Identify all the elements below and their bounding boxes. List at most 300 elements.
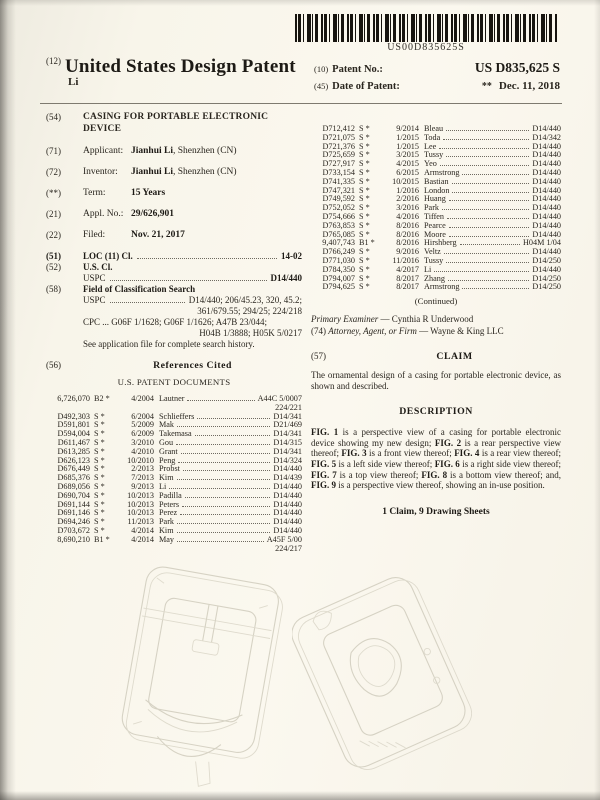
ref-classification: D14/440 bbox=[532, 167, 561, 177]
field-code: (71) bbox=[46, 146, 61, 156]
attorney-label: Attorney, Agent, or Firm bbox=[328, 325, 417, 336]
patent-number-row bbox=[314, 60, 560, 76]
ref-patent-number: D712,412 bbox=[322, 124, 355, 133]
ref-inventor-name: Armstrong bbox=[424, 282, 460, 292]
ref-date: 2/2013 bbox=[131, 464, 154, 474]
bibliographic-label: Inventor: bbox=[83, 167, 118, 177]
ref-date: 3/2016 bbox=[396, 203, 419, 213]
ref-date: 8/2017 bbox=[396, 273, 419, 283]
ref-inventor-name: Probst bbox=[159, 464, 180, 474]
ref-classification: D14/440 bbox=[532, 211, 561, 221]
ref-kind-code: S * bbox=[94, 411, 105, 421]
ref-classification: D14/440 bbox=[532, 176, 561, 186]
ref-kind-code: S * bbox=[94, 464, 105, 474]
ref-kind-code: S * bbox=[359, 124, 370, 133]
ref-inventor-name: Peters bbox=[159, 499, 180, 509]
ref-patent-number: D594,004 bbox=[57, 429, 90, 439]
ref-kind-code: S * bbox=[94, 517, 105, 527]
ref-classification: D14/440 bbox=[532, 247, 561, 257]
ref-patent-number: D691,144 bbox=[57, 499, 90, 509]
ref-date: 4/2004 bbox=[131, 394, 154, 403]
field-code-45: (45) bbox=[314, 81, 329, 91]
ref-patent-number: D613,285 bbox=[57, 446, 90, 456]
ref-inventor-name: Tiffen bbox=[424, 211, 445, 221]
ref-patent-number: D747,321 bbox=[322, 185, 355, 195]
bibliographic-row bbox=[46, 167, 302, 177]
ref-patent-number: D721,075 bbox=[322, 132, 355, 142]
dot-leader bbox=[434, 271, 529, 272]
ref-patent-number: D611,467 bbox=[57, 437, 90, 447]
bibliographic-rows bbox=[46, 146, 302, 240]
header-divider-rule bbox=[40, 103, 562, 104]
ref-classification: D14/324 bbox=[273, 455, 302, 465]
ref-inventor-name: Tussy bbox=[424, 255, 444, 265]
ref-patent-number: D689,056 bbox=[57, 481, 90, 491]
ref-inventor-name: May bbox=[159, 534, 175, 544]
ref-classification: D14/439 bbox=[273, 473, 302, 483]
ref-date: 6/2004 bbox=[131, 411, 154, 421]
ref-date: 9/2016 bbox=[396, 247, 419, 257]
field-uspc-classes-2: 361/679.55; 294/25; 224/218 bbox=[197, 306, 302, 316]
ref-kind-code: S * bbox=[359, 132, 370, 142]
dot-leader bbox=[177, 426, 270, 427]
ref-classification-continued: 224/221 bbox=[275, 402, 302, 412]
ref-date: 10/2013 bbox=[127, 508, 154, 518]
claims-sheets-note: 1 Claim, 9 Drawing Sheets bbox=[382, 506, 490, 517]
invention-title: CASING FOR PORTABLE ELECTRONIC DEVICE bbox=[83, 112, 269, 134]
attorney-row bbox=[311, 326, 561, 338]
ref-kind-code: B1 * bbox=[94, 534, 110, 544]
term-asterisks: ** bbox=[481, 81, 492, 92]
column-left bbox=[46, 112, 302, 553]
ref-kind-code: S * bbox=[94, 420, 105, 430]
ref-classification: D14/440 bbox=[273, 464, 302, 474]
ref-inventor-name: Zhang bbox=[424, 273, 445, 283]
ref-inventor-name: Padilla bbox=[159, 490, 182, 500]
loc-class-label: LOC (11) Cl. bbox=[83, 251, 133, 261]
dot-leader bbox=[169, 488, 270, 489]
dot-leader bbox=[440, 165, 530, 166]
ref-classification: D14/440 bbox=[273, 499, 302, 509]
reference-row bbox=[46, 536, 302, 545]
dot-leader bbox=[452, 192, 529, 193]
uspc-value: D14/440 bbox=[270, 273, 302, 283]
ref-patent-number: D691,146 bbox=[57, 508, 90, 518]
ref-classification: D14/250 bbox=[532, 255, 561, 265]
dot-leader bbox=[460, 244, 520, 245]
patent-date: Dec. 11, 2018 bbox=[498, 80, 560, 92]
primary-examiner-value: — Cynthia R Underwood bbox=[380, 314, 474, 325]
figure-description-line: FIG. 6 is a right side view thereof; bbox=[434, 458, 561, 469]
ref-classification-continued: 224/217 bbox=[275, 543, 302, 553]
us-class-label: U.S. Cl. bbox=[83, 262, 113, 272]
ref-classification: D14/440 bbox=[273, 517, 302, 527]
ref-kind-code: S * bbox=[94, 508, 105, 518]
dot-leader bbox=[110, 280, 267, 281]
ref-date: 3/2010 bbox=[131, 437, 154, 447]
field-code: (**) bbox=[46, 188, 61, 198]
dot-leader bbox=[177, 541, 264, 542]
ref-classification: D14/250 bbox=[532, 273, 561, 283]
kind-code-12: (12) bbox=[46, 56, 61, 66]
field-cpc-classes-2: H04B 1/3888; H05K 5/0217 bbox=[199, 328, 302, 338]
ref-date: 1/2016 bbox=[396, 185, 419, 195]
ref-date: 4/2014 bbox=[131, 534, 154, 544]
us-class-row bbox=[46, 262, 302, 273]
dot-leader bbox=[443, 139, 529, 140]
ref-date: 10/2010 bbox=[127, 455, 154, 465]
dot-leader bbox=[452, 183, 530, 184]
reference-row bbox=[46, 395, 302, 404]
barcode-block bbox=[295, 14, 557, 53]
ref-patent-number: D727,917 bbox=[322, 159, 355, 169]
page-title: United States Design Patent bbox=[65, 56, 296, 77]
figure-description-line: FIG. 7 is a top view thereof; bbox=[311, 469, 419, 480]
field-cpc-classes-1: CPC ... G06F 1/1628; G06F 1/1626; A47B 23/044; bbox=[83, 317, 268, 327]
ref-classification: D14/440 bbox=[273, 508, 302, 518]
ref-inventor-name: Li bbox=[159, 481, 167, 491]
date-of-patent-label: Date of Patent: bbox=[332, 81, 400, 92]
patent-no-value: US D835,625 S bbox=[474, 60, 560, 75]
dot-leader bbox=[197, 418, 270, 419]
bibliographic-value: Jianhui Li, Shenzhen (CN) bbox=[131, 146, 237, 156]
ref-kind-code: S * bbox=[94, 473, 105, 483]
ref-kind-code: S * bbox=[359, 211, 370, 221]
field-code-10: (10) bbox=[314, 64, 329, 74]
ref-patent-number: D784,350 bbox=[322, 264, 355, 274]
ref-kind-code: S * bbox=[94, 490, 105, 500]
figure-description-line: FIG. 1 is a perspective view of a casing for portable electronic device showing my new design; bbox=[311, 427, 561, 448]
ref-kind-code: S * bbox=[359, 159, 370, 169]
ref-date: 7/2013 bbox=[131, 473, 154, 483]
dot-leader bbox=[182, 506, 270, 507]
dot-leader bbox=[446, 156, 529, 157]
ref-date: 2/2016 bbox=[396, 194, 419, 204]
ref-patent-number: D754,666 bbox=[322, 211, 355, 221]
ref-classification: D14/341 bbox=[273, 411, 302, 421]
field-code: (22) bbox=[46, 230, 61, 240]
ref-kind-code: S * bbox=[94, 499, 105, 509]
reference-row bbox=[311, 283, 561, 292]
ref-patent-number: D766,249 bbox=[322, 247, 355, 257]
dot-leader bbox=[446, 130, 529, 131]
ref-patent-number: 8,690,210 bbox=[57, 534, 90, 544]
bibliographic-label: Filed: bbox=[83, 230, 106, 240]
ref-patent-number: D794,625 bbox=[322, 282, 355, 292]
dot-leader bbox=[442, 209, 529, 210]
figure-description-line: FIG. 8 is a bottom view thereof; and, bbox=[421, 469, 561, 480]
header-number-block bbox=[314, 56, 560, 96]
ref-patent-number: D763,853 bbox=[322, 220, 355, 230]
barcode-text: US00D835625S bbox=[387, 42, 465, 53]
field-code-57: (57) bbox=[311, 351, 326, 362]
ref-kind-code: S * bbox=[359, 150, 370, 160]
dot-leader bbox=[449, 200, 530, 201]
uspc-label: USPC bbox=[83, 273, 106, 283]
ref-inventor-name: Gou bbox=[159, 437, 174, 447]
bibliographic-value: 29/626,901 bbox=[131, 209, 175, 219]
bibliographic-row bbox=[46, 209, 302, 219]
references-cited-heading: References Cited bbox=[153, 360, 232, 371]
ref-patent-number: D694,246 bbox=[57, 517, 90, 527]
field-code-74: (74) bbox=[311, 325, 326, 336]
ref-classification: D14/440 bbox=[532, 220, 561, 230]
ref-inventor-name: Toda bbox=[424, 132, 441, 142]
field-code: (21) bbox=[46, 209, 61, 219]
ref-date: 8/2016 bbox=[396, 229, 419, 239]
ref-classification: D14/342 bbox=[532, 132, 561, 142]
dot-leader bbox=[185, 497, 271, 498]
figure-drawing-left bbox=[112, 548, 307, 798]
figure-description-line: FIG. 5 is a left side view thereof; bbox=[311, 458, 433, 469]
ref-classification: D14/440 bbox=[532, 203, 561, 213]
ref-date: 4/2014 bbox=[131, 525, 154, 535]
ref-classification: D14/440 bbox=[532, 264, 561, 274]
ref-date: 11/2013 bbox=[127, 517, 154, 527]
ref-classification: D14/440 bbox=[532, 141, 561, 151]
dot-leader bbox=[177, 523, 270, 524]
ref-kind-code: S * bbox=[359, 176, 370, 186]
date-of-patent-value bbox=[482, 80, 560, 92]
ref-classification: D14/440 bbox=[532, 124, 561, 133]
figure-description-line: FIG. 9 is a perspective view thereof, showing an in-use position. bbox=[311, 480, 545, 491]
ref-date: 11/2016 bbox=[392, 255, 419, 265]
loc-class-value: 14-02 bbox=[281, 251, 302, 261]
ref-date: 1/2015 bbox=[396, 132, 419, 142]
ref-inventor-name: Mak bbox=[159, 420, 175, 430]
ref-classification: D14/440 bbox=[273, 481, 302, 491]
ref-patent-number: 6,726,070 bbox=[57, 394, 90, 403]
ref-patent-number: D626,123 bbox=[57, 455, 90, 465]
ref-kind-code: S * bbox=[94, 481, 105, 491]
ref-inventor-name: Kim bbox=[159, 473, 174, 483]
ref-patent-number: D685,376 bbox=[57, 473, 90, 483]
ref-classification: D14/440 bbox=[532, 194, 561, 204]
ref-patent-number: D690,704 bbox=[57, 490, 90, 500]
page-edge-shadow-top bbox=[0, 0, 600, 6]
ref-classification: D14/250 bbox=[532, 282, 561, 292]
bibliographic-label: Appl. No.: bbox=[83, 209, 124, 219]
ref-date: 8/2017 bbox=[396, 282, 419, 292]
page-edge-shadow-right bbox=[594, 0, 600, 800]
ref-patent-number: D733,154 bbox=[322, 167, 355, 177]
ref-inventor-name: Takemasa bbox=[159, 429, 192, 439]
field-code: (72) bbox=[46, 167, 61, 177]
ref-date: 8/2016 bbox=[396, 238, 419, 248]
ref-kind-code: B1 * bbox=[359, 238, 375, 248]
ref-classification: H04M 1/04 bbox=[523, 238, 561, 248]
references-table-left bbox=[46, 395, 302, 553]
ref-inventor-name: Pearce bbox=[424, 220, 446, 230]
ref-classification: D14/440 bbox=[532, 159, 561, 169]
bibliographic-value: Jianhui Li, Shenzhen (CN) bbox=[131, 167, 237, 177]
ref-patent-number: D794,007 bbox=[322, 273, 355, 283]
dot-leader bbox=[448, 280, 529, 281]
bibliographic-value: Nov. 21, 2017 bbox=[131, 230, 185, 240]
ref-inventor-name: Yeo bbox=[424, 159, 437, 169]
classification-block bbox=[46, 251, 302, 350]
ref-inventor-name: Grant bbox=[159, 446, 178, 456]
column-right bbox=[311, 112, 561, 517]
ref-inventor-name: Kim bbox=[159, 525, 174, 535]
ref-patent-number: D771,030 bbox=[322, 255, 355, 265]
figure-descriptions bbox=[311, 427, 561, 491]
bibliographic-row bbox=[46, 230, 302, 240]
ref-date: 6/2009 bbox=[131, 429, 154, 439]
dot-leader bbox=[449, 227, 530, 228]
ref-classification: D21/469 bbox=[273, 420, 302, 430]
figure-description-line: FIG. 2 is a rear perspective view thereof; bbox=[311, 437, 561, 459]
ref-date: 8/2016 bbox=[396, 220, 419, 230]
ref-patent-number: D721,376 bbox=[322, 141, 355, 151]
references-cited-heading-row bbox=[46, 360, 302, 371]
dot-leader bbox=[195, 435, 271, 436]
claim-text: The ornamental design of a casing for portable electronic device, as shown and described. bbox=[311, 370, 561, 392]
ref-kind-code: S * bbox=[94, 446, 105, 456]
section-54-title bbox=[46, 112, 302, 135]
ref-inventor-name: Li bbox=[424, 264, 432, 274]
ref-kind-code: S * bbox=[94, 455, 105, 465]
ref-patent-number: D725,659 bbox=[322, 150, 355, 160]
dot-leader bbox=[439, 148, 529, 149]
field-code-56: (56) bbox=[46, 360, 61, 370]
ref-inventor-name: Hirshberg bbox=[424, 238, 457, 248]
ref-kind-code: B2 * bbox=[94, 394, 110, 403]
ref-date: 6/2015 bbox=[396, 167, 419, 177]
field-of-search-row bbox=[46, 284, 302, 295]
dot-leader bbox=[449, 236, 530, 237]
dot-leader bbox=[447, 218, 529, 219]
page-edge-shadow-left bbox=[0, 0, 16, 800]
ref-inventor-name: Perez bbox=[159, 508, 178, 518]
ref-classification: A44C 5/0007 bbox=[257, 394, 302, 403]
ref-classification: D14/440 bbox=[273, 490, 302, 500]
ref-kind-code: S * bbox=[359, 203, 370, 213]
ref-kind-code: S * bbox=[94, 525, 105, 535]
ref-date: 5/2009 bbox=[131, 420, 154, 430]
ref-kind-code: S * bbox=[359, 220, 370, 230]
inventor-surname: Li bbox=[68, 76, 79, 88]
bibliographic-row bbox=[46, 188, 302, 198]
ref-date: 4/2010 bbox=[131, 446, 154, 456]
ref-classification: D14/341 bbox=[273, 429, 302, 439]
ref-inventor-name: Park bbox=[424, 203, 440, 213]
ref-kind-code: S * bbox=[359, 194, 370, 204]
claim-heading-row bbox=[311, 351, 561, 362]
dot-leader bbox=[180, 514, 270, 515]
examiner-attorney-block bbox=[311, 314, 561, 337]
references-continued-note: (Continued) bbox=[414, 296, 458, 307]
ref-inventor-name: Moore bbox=[424, 229, 446, 239]
ref-patent-number: D676,449 bbox=[57, 464, 90, 474]
ref-classification: D14/341 bbox=[273, 446, 302, 456]
page-edge-shadow-bottom bbox=[0, 791, 600, 800]
ref-inventor-name: Veltz bbox=[424, 247, 441, 257]
ref-date: 4/2015 bbox=[396, 159, 419, 169]
field-code-52: (52) bbox=[46, 262, 61, 272]
uspc-row bbox=[46, 273, 302, 284]
dot-leader bbox=[462, 174, 529, 175]
ref-classification: D14/440 bbox=[532, 185, 561, 195]
dot-leader bbox=[137, 258, 277, 259]
ref-date: 9/2014 bbox=[396, 124, 419, 133]
ref-patent-number: D703,672 bbox=[57, 525, 90, 535]
bibliographic-label: Term: bbox=[83, 188, 106, 198]
us-patent-documents-heading: U.S. PATENT DOCUMENTS bbox=[117, 377, 231, 387]
field-uspc-classes-1: D14/440; 206/45.23, 320, 45.2; bbox=[188, 295, 302, 305]
dot-leader bbox=[187, 400, 254, 401]
ref-date: 9/2013 bbox=[131, 481, 154, 491]
patent-no-label: Patent No.: bbox=[332, 64, 383, 75]
dot-leader bbox=[446, 262, 529, 263]
search-history-note: See application file for complete search history. bbox=[83, 339, 255, 349]
ref-kind-code: S * bbox=[359, 141, 370, 151]
patent-header bbox=[46, 56, 560, 96]
ref-inventor-name: Schlieffers bbox=[159, 411, 195, 421]
ref-kind-code: S * bbox=[359, 264, 370, 274]
ref-classification: D14/440 bbox=[532, 150, 561, 160]
patent-date-row bbox=[314, 80, 560, 92]
ref-kind-code: S * bbox=[94, 429, 105, 439]
ref-kind-code: S * bbox=[359, 167, 370, 177]
bibliographic-value: 15 Years bbox=[131, 188, 166, 198]
ref-inventor-name: Tussy bbox=[424, 150, 444, 160]
ref-kind-code: S * bbox=[359, 247, 370, 257]
dot-leader bbox=[178, 462, 270, 463]
loc-class-row bbox=[46, 251, 302, 262]
ref-inventor-name: Lautner bbox=[159, 394, 185, 403]
ref-patent-number: D492,303 bbox=[57, 411, 90, 421]
ref-kind-code: S * bbox=[359, 185, 370, 195]
ref-inventor-name: Lee bbox=[424, 141, 437, 151]
ref-inventor-name: London bbox=[424, 185, 450, 195]
field-of-search-label: Field of Classification Search bbox=[83, 284, 196, 294]
ref-date: 10/2015 bbox=[392, 176, 419, 186]
field-code-51: (51) bbox=[46, 251, 61, 261]
figure-description-line: FIG. 3 is a front view thereof; bbox=[341, 448, 452, 459]
ref-classification: D14/440 bbox=[532, 229, 561, 239]
field-code-58: (58) bbox=[46, 284, 61, 294]
bibliographic-label: Applicant: bbox=[83, 146, 124, 156]
dot-leader bbox=[183, 470, 270, 471]
ref-kind-code: S * bbox=[359, 282, 370, 292]
barcode-image bbox=[295, 14, 557, 42]
ref-patent-number: D741,335 bbox=[322, 176, 355, 186]
ref-kind-code: S * bbox=[94, 437, 105, 447]
references-table-right bbox=[311, 125, 561, 292]
ref-date: 10/2013 bbox=[127, 490, 154, 500]
ref-inventor-name: Bleau bbox=[424, 124, 444, 133]
dot-leader bbox=[110, 302, 185, 303]
dot-leader bbox=[444, 253, 530, 254]
ref-inventor-name: Peng bbox=[159, 455, 176, 465]
ref-kind-code: S * bbox=[359, 255, 370, 265]
ref-kind-code: S * bbox=[359, 273, 370, 283]
ref-patent-number: D752,052 bbox=[322, 203, 355, 213]
figure-drawing-right bbox=[292, 552, 472, 800]
primary-examiner-row bbox=[311, 314, 561, 326]
ref-classification: A45F 5/00 bbox=[266, 534, 302, 544]
ref-date: 1/2015 bbox=[396, 141, 419, 151]
ref-kind-code: S * bbox=[359, 229, 370, 239]
ref-patent-number: D749,592 bbox=[322, 194, 355, 204]
dot-leader bbox=[177, 479, 271, 480]
bibliographic-row bbox=[46, 146, 302, 156]
dot-leader bbox=[177, 532, 271, 533]
description-heading: DESCRIPTION bbox=[399, 406, 473, 418]
ref-patent-number: 9,407,743 bbox=[322, 238, 355, 248]
ref-inventor-name: Bastian bbox=[424, 176, 449, 186]
